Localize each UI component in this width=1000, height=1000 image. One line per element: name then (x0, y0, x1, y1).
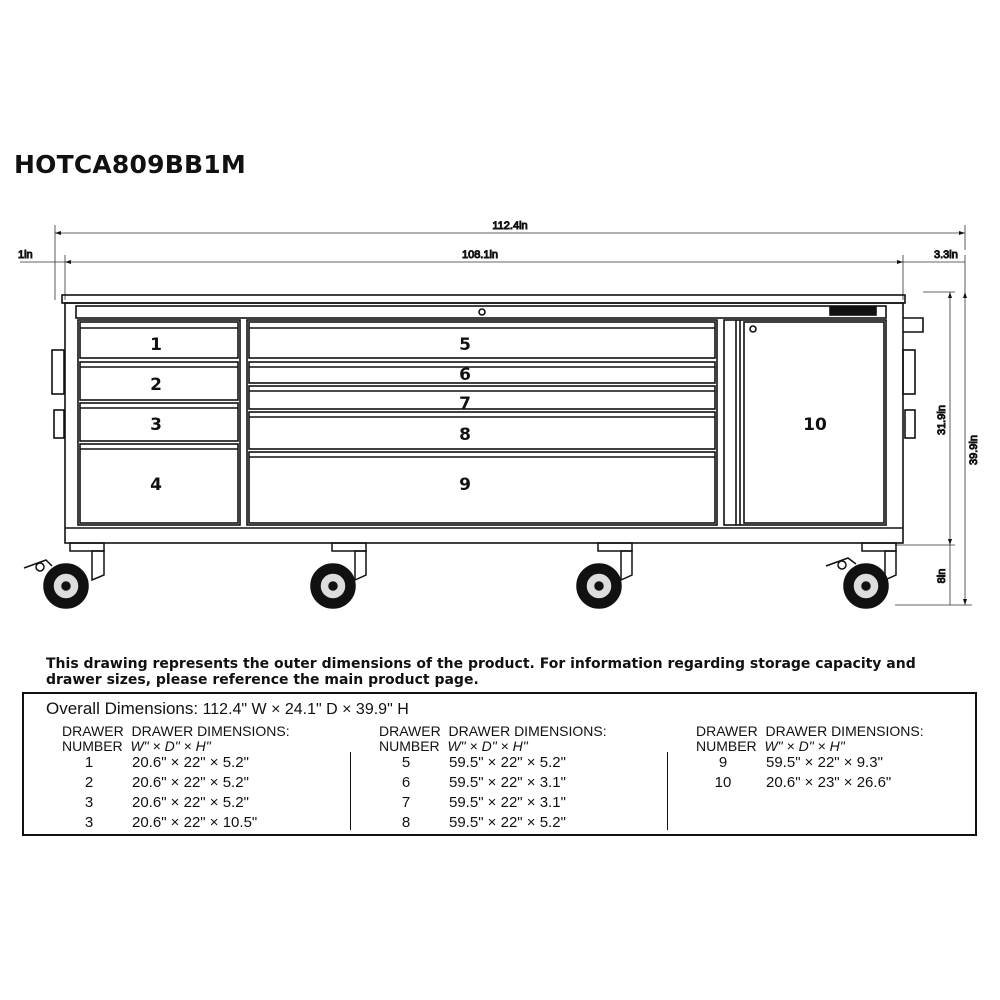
drawer-number: 1 (84, 754, 94, 771)
drawer-dimensions: 59.5" × 22" × 3.1" (449, 794, 566, 811)
drawer-number: 10 (714, 774, 732, 791)
dimension-arrows (55, 231, 967, 605)
caster-2 (311, 543, 366, 608)
total-height-label: 39.9in (968, 435, 980, 465)
header-units: W" × D" × H" (764, 738, 845, 754)
column-header (379, 724, 607, 754)
inner-width-label: 108.1in (461, 249, 499, 261)
overall-value: 112.4" W × 24.1" D × 39.9" H (202, 701, 409, 718)
cabinet-body (52, 295, 923, 543)
drawer-number: 2 (84, 774, 94, 791)
header-number: NUMBER (62, 738, 123, 754)
header-dimensions: DRAWER DIMENSIONS: (765, 723, 924, 739)
header-number: NUMBER (379, 738, 440, 754)
drawer-number: 8 (401, 814, 411, 831)
drawer-number: 7 (401, 794, 411, 811)
drawer-number: 6 (401, 774, 411, 791)
overall-width-label: 112.4in (492, 220, 528, 232)
overall-dimensions (46, 699, 409, 719)
drawer-label-8: 8 (459, 425, 471, 445)
caster-height-label: 8in (936, 568, 948, 584)
header-dimensions: DRAWER DIMENSIONS: (448, 723, 607, 739)
casters (24, 543, 896, 608)
drawer-dimensions: 59.5" × 22" × 5.2" (449, 814, 566, 831)
caster-3 (577, 543, 632, 608)
drawer-label-3: 3 (150, 415, 162, 435)
header-units: W" × D" × H" (447, 738, 528, 754)
header-units: W" × D" × H" (130, 738, 211, 754)
right-offset-label: 3.3in (934, 249, 958, 261)
drawer-dimensions: 59.5" × 22" × 5.2" (449, 754, 566, 771)
column-header (696, 724, 924, 754)
drawer-dimensions: 20.6" × 23" × 26.6" (766, 774, 892, 791)
caster-4 (826, 543, 896, 608)
caster-1 (24, 543, 104, 608)
table-column-2 (379, 724, 607, 754)
drawer-label-7: 7 (459, 394, 471, 414)
dimensions-table (22, 692, 977, 836)
column-divider (350, 752, 351, 830)
left-offset-label: 1in (18, 249, 33, 261)
header-number: NUMBER (696, 738, 757, 754)
drawer-number: 5 (401, 754, 411, 771)
center-drawer-bank (247, 320, 717, 525)
drawer-dimensions: 20.6" × 22" × 5.2" (132, 754, 249, 771)
drawer-label-9: 9 (459, 475, 471, 495)
drawer-number: 9 (718, 754, 728, 771)
drawer-label-2: 2 (150, 375, 162, 395)
drawer-number: 3 (84, 794, 94, 811)
drawer-label-10: 10 (803, 415, 827, 435)
drawer-dimensions: 20.6" × 22" × 5.2" (132, 774, 249, 791)
drawer-label-5: 5 (459, 335, 471, 355)
table-column-3 (696, 724, 924, 754)
drawer-label-4: 4 (150, 475, 162, 495)
column-divider (667, 752, 668, 830)
drawer-numbers (150, 335, 827, 495)
drawer-label-6: 6 (459, 365, 471, 385)
drawer-number: 3 (84, 814, 94, 831)
drawer-label-1: 1 (150, 335, 162, 355)
table-column-1 (62, 724, 290, 754)
drawer-dimensions: 20.6" × 22" × 5.2" (132, 794, 249, 811)
column-header (62, 724, 290, 754)
drawer-dimensions: 20.6" × 22" × 10.5" (132, 814, 258, 831)
drawer-dimensions: 59.5" × 22" × 9.3" (766, 754, 883, 771)
disclaimer-note: This drawing represents the outer dimensions of the product. For information regarding storage capacity and drawer sizes, please reference the main product page. (46, 656, 916, 688)
dimension-lines (20, 225, 972, 605)
header-drawer: DRAWER (62, 723, 124, 739)
header-drawer: DRAWER (696, 723, 758, 739)
drawer-dimensions: 59.5" × 22" × 3.1" (449, 774, 566, 791)
body-height-label: 31.9in (936, 405, 948, 435)
model-title: HOTCA809BB1M (14, 150, 246, 179)
header-drawer: DRAWER (379, 723, 441, 739)
overall-label: Overall Dimensions: (46, 699, 199, 718)
header-dimensions: DRAWER DIMENSIONS: (131, 723, 290, 739)
